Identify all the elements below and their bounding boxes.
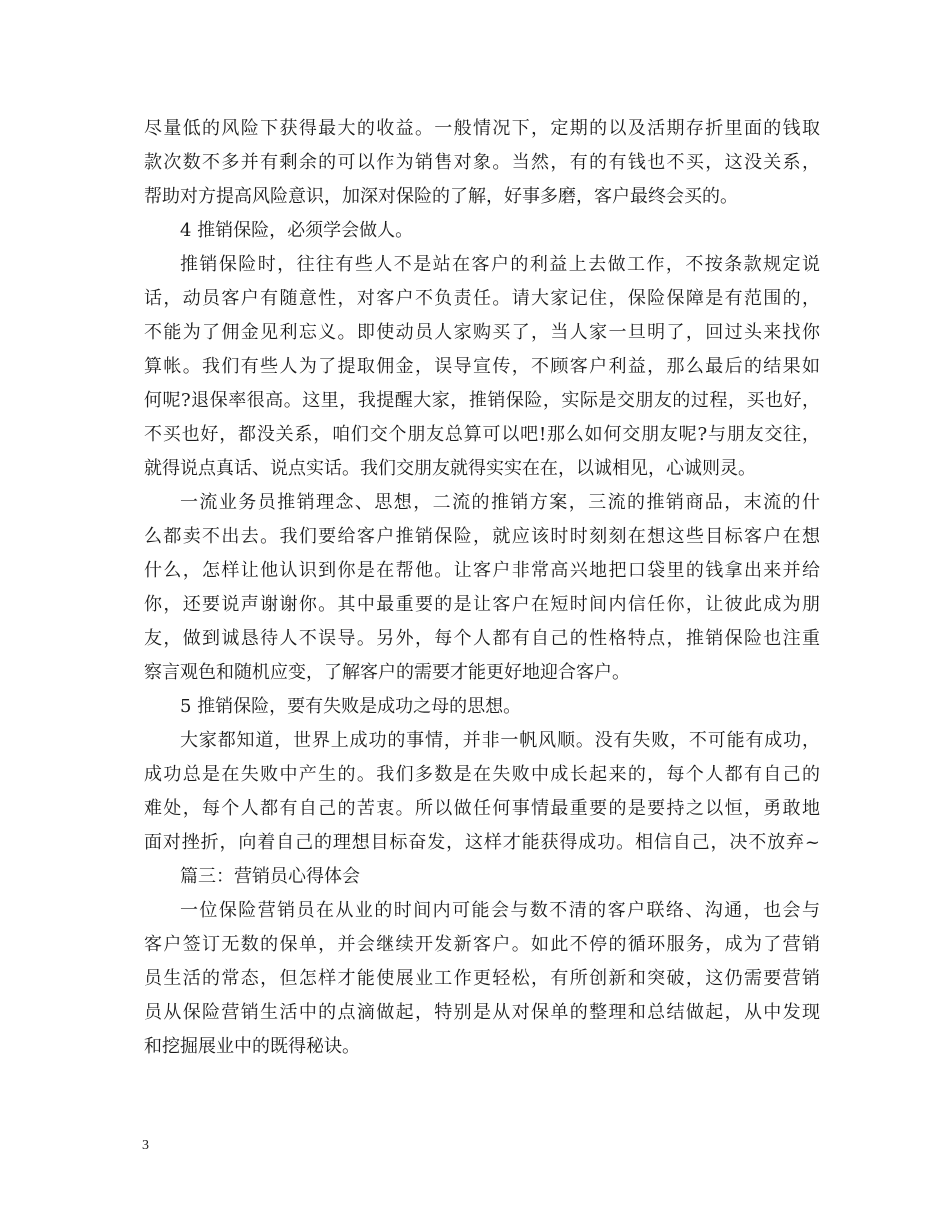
- text-line: 客户签订无数的保单，并会继续开发新客户。如此不停的循环服务，成为了营销: [144, 934, 820, 955]
- text-line: 不买也好，都没关系，咱们交个朋友总算可以吧!那么如何交朋友呢?与朋友交往，: [144, 424, 820, 445]
- text-line: 成功总是在失败中产生的。我们多数是在失败中成长起来的，每个人都有自己的: [144, 764, 820, 785]
- chapter-heading: 篇三：营销员心得体会: [180, 866, 360, 887]
- text-line: 帮助对方提高风险意识，加深对保险的了解，好事多磨，客户最终会买的。: [144, 186, 738, 207]
- text-line: 何呢?退保率很高。这里，我提醒大家，推销保险，实际是交朋友的过程，买也好，: [144, 390, 820, 411]
- text-line: 和挖掘展业中的既得秘诀。: [144, 1036, 360, 1057]
- text-line: 就得说点真话、说点实话。我们交朋友就得实实在在，以诚相见，心诚则灵。: [144, 458, 756, 479]
- text-line: 友，做到诚恳待人不误导。另外，每个人都有自己的性格特点，推销保险也注重: [144, 628, 820, 649]
- text-line: 员生活的常态，但怎样才能使展业工作更轻松，有所创新和突破，这仍需要营销: [144, 968, 820, 989]
- text-line: 推销保险时，往往有些人不是站在客户的利益上去做工作，不按条款规定说: [180, 254, 820, 275]
- text-line: 面对挫折，向着自己的理想目标奋发，这样才能获得成功。相信自己，决不放弃~: [144, 832, 820, 853]
- text-line: 大家都知道，世界上成功的事情，并非一帆风顺。没有失败，不可能有成功，: [180, 730, 820, 751]
- text-line: 么都卖不出去。我们要给客户推销保险，就应该时时刻刻在想这些目标客户在想: [144, 526, 820, 547]
- text-line: 话，动员客户有随意性，对客户不负责任。请大家记住，保险保障是有范围的，: [144, 288, 820, 309]
- text-line: 员从保险营销生活中的点滴做起，特别是从对保单的整理和总结做起，从中发现: [144, 1002, 820, 1023]
- text-line: 不能为了佣金见利忘义。即使动员人家购买了，当人家一旦明了，回过头来找你: [144, 322, 820, 343]
- text-line: 算帐。我们有些人为了提取佣金，误导宣传，不顾客户利益，那么最后的结果如: [144, 356, 820, 377]
- section-heading: 4 推销保险，必须学会做人。: [180, 220, 414, 241]
- text-line: 款次数不多并有剩余的可以作为销售对象。当然，有的有钱也不买，这没关系，: [144, 152, 820, 173]
- text-line: 什么，怎样让他认识到你是在帮他。让客户非常高兴地把口袋里的钱拿出来并给: [144, 560, 820, 581]
- text-line: 察言观色和随机应变，了解客户的需要才能更好地迎合客户。: [144, 662, 630, 683]
- text-line: 一流业务员推销理念、思想，二流的推销方案，三流的推销商品，末流的什: [180, 492, 820, 513]
- page-number: 3: [142, 1138, 149, 1153]
- text-line: 你，还要说声谢谢你。其中最重要的是让客户在短时间内信任你，让彼此成为朋: [144, 594, 820, 615]
- text-line: 难处，每个人都有自己的苦衷。所以做任何事情最重要的是要持之以恒，勇敢地: [144, 798, 820, 819]
- section-heading: 5 推销保险，要有失败是成功之母的思想。: [180, 696, 522, 717]
- text-line: 尽量低的风险下获得最大的收益。一般情况下，定期的以及活期存折里面的钱取: [144, 118, 820, 139]
- text-line: 一位保险营销员在从业的时间内可能会与数不清的客户联络、沟通，也会与: [180, 900, 820, 921]
- body-text: [144, 112, 820, 1064]
